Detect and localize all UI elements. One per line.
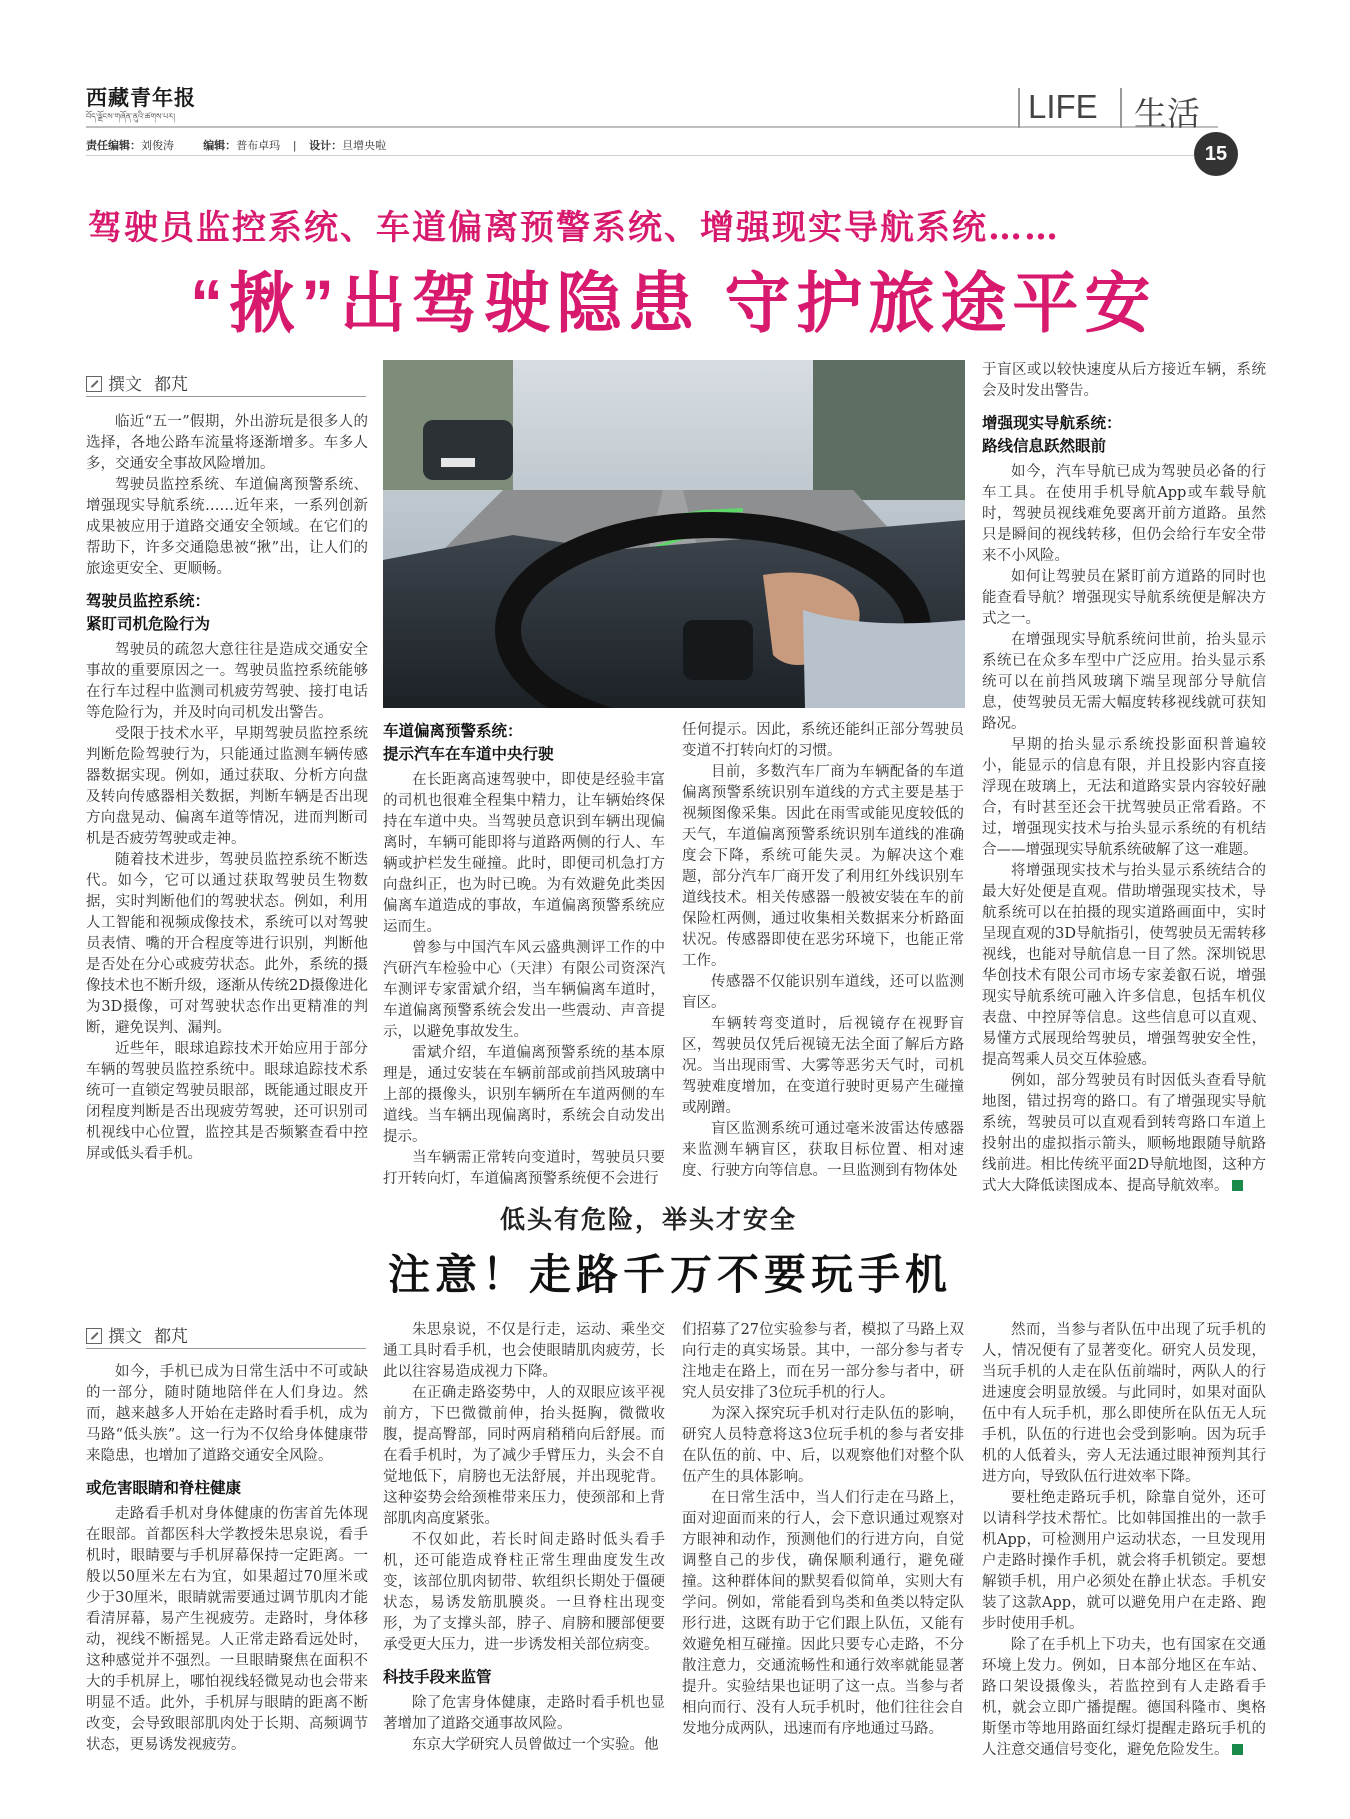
credit-label: 编辑： bbox=[203, 140, 237, 152]
section-label-zh: 生活 bbox=[1134, 94, 1200, 133]
article1-column-2 bbox=[383, 720, 665, 1190]
paragraph: 于盲区或以较快速度从后方接近车辆，系统会及时发出警告。 bbox=[982, 362, 1266, 399]
paragraph: 车辆转弯变道时，后视镜存在视野盲区，驾驶员仅凭后视镜无法全面了解后方路况。当出现雨雪、大雾等恶劣天气时，司机驾驶难度增加，在变道行驶时更易产生碰撞或剐蹭。 bbox=[682, 1016, 964, 1116]
paragraph: 为深入探究玩手机对行走队伍的影响，研究人员特意将这3位玩手机的参与者安排在队伍的前、中、后，以观察他们对整个队伍产生的具体影响。 bbox=[682, 1406, 964, 1485]
article-end-icon bbox=[1232, 1744, 1243, 1755]
article1-byline bbox=[86, 370, 188, 395]
paragraph: 然而，当参与者队伍中出现了玩手机的人，情况便有了显著变化。研究人员发现，当玩手机的人走在队伍前端时，两队人的行进速度会明显放缓。与此同时，如果对面队伍中有人玩手机，那么即使所在队伍无人玩手机，队伍的行进也会受到影响。因为玩手机的人低着头，旁人无法通过眼神预判其行进方向，导致队伍行进效率下降。 bbox=[982, 1322, 1266, 1485]
paragraph: 随着技术进步，驾驶员监控系统不断迭代。如今，它可以通过获取驾驶员生物数据，实时判断他们的驾驶状态。例如，利用人工智能和视频成像技术，系统可以对驾驶员表情、嘴的开合程度等进行识别，判断他是否处在分心或疲劳状态。此外，系统的摄像技术也不断升级，逐渐从传统2D摄像进化为3D摄像，可对驾驶状态作出更精准的判断，避免误判、漏判。 bbox=[86, 852, 368, 1036]
paragraph: 要杜绝走路玩手机，除靠自觉外，还可以请科学技术帮忙。比如韩国推出的一款手机App，可检测用户运动状态，一旦发现用户走路时操作手机，就会将手机锁定。要想解锁手机，用户必须处在静止状态。手机安装了这款App，就可以避免用户在走路、跑步时使用手机。 bbox=[982, 1490, 1266, 1632]
byline-divider bbox=[86, 396, 366, 397]
masthead-title: 西藏青年报 bbox=[86, 85, 196, 110]
paragraph: 除了在手机上下功夫，也有国家在交通环境上发力。例如，日本部分地区在车站、路口架设摄像头，若监控到有人走路看手机，就会立即广播提醒。德国科隆市、奥格斯堡市等地用路面红绿灯提醒走路玩手机的人注意交通信号变化，避免危险发生。 bbox=[982, 1637, 1266, 1758]
paragraph: 除了危害身体健康，走路时看手机也显著增加了道路交通事故风险。 bbox=[383, 1695, 665, 1732]
paragraph: 近些年，眼球追踪技术开始应用于部分车辆的驾驶员监控系统中。眼球追踪技术系统可一直锁定驾驶员眼部，既能通过眼皮开闭程度判断是否出现疲劳驾驶，还可识别司机视线中心位置，监控其是否频繁查看中控屏或低头看手机。 bbox=[86, 1041, 368, 1162]
header-divider bbox=[86, 126, 1218, 128]
paragraph: 在增强现实导航系统问世前，抬头显示系统已在众多车型中广泛应用。抬头显示系统可以在前挡风玻璃下端呈现部分导航信息，使驾驶员无需大幅度转移视线就可获知路况。 bbox=[982, 632, 1266, 732]
article-end-icon bbox=[1232, 1180, 1243, 1191]
masthead-subtitle: བོད་ལྗོངས་གཞོན་ནུའི་ཚགས་པར། bbox=[86, 112, 175, 121]
paragraph: 驾驶员的疏忽大意往往是造成交通安全事故的重要原因之一。驾驶员监控系统能够在行车过程中监测司机疲劳驾驶、接打电话等危险行为，并及时向司机发出警告。 bbox=[86, 642, 368, 721]
article1-column-1 bbox=[86, 412, 368, 1165]
byline-label: 撰文 bbox=[108, 1327, 142, 1347]
paragraph: 们招募了27位实验参与者，模拟了马路上双向行走的真实场景。其中，一部分参与者专注地走在路上，而在另一部分参与者中，研究人员安排了3位玩手机的行人。 bbox=[682, 1322, 964, 1401]
byline-author: 都芃 bbox=[154, 375, 188, 395]
subheading: 科技手段来监管 bbox=[383, 1668, 492, 1686]
subheading: 增强现实导航系统： 路线信息跃然眼前 bbox=[982, 414, 1122, 455]
paragraph: 朱思泉说，不仅是行走，运动、乘坐交通工具时看手机，也会使眼睛肌肉疲劳，长此以往容易造成视力下降。 bbox=[383, 1322, 665, 1380]
paragraph: 在正确走路姿势中，人的双眼应该平视前方，下巴微微前伸，抬头挺胸，微微收腹，提高臀部，同时两肩稍稍向后舒展。而在看手机时，为了减少手臂压力，头会不自觉地低下，肩膀也无法舒展，并出现驼背。这种姿势会给颈椎带来压力，使颈部和上背部肌肉高度紧张。 bbox=[383, 1385, 665, 1527]
paragraph: 任何提示。因此，系统还能纠正部分驾驶员变道不打转向灯的习惯。 bbox=[682, 722, 964, 759]
byline-divider bbox=[86, 1348, 366, 1349]
paragraph: 临近“五一”假期，外出游玩是很多人的选择，各地公路车流量将逐渐增多。车多人多，交通安全事故风险增加。 bbox=[86, 414, 368, 472]
credit-value: 刘俊涛 bbox=[141, 140, 174, 152]
subheading: 驾驶员监控系统： 紧盯司机危险行为 bbox=[86, 592, 211, 633]
article2-column-3 bbox=[682, 1320, 964, 1740]
article2-byline bbox=[86, 1322, 188, 1347]
credit-label: 责任编辑： bbox=[86, 140, 141, 152]
paragraph: 曾参与中国汽车风云盛典测评工作的中汽研汽车检验中心（天津）有限公司资深汽车测评专家雷斌介绍，当车辆偏离车道时，车道偏离预警系统会发出一些震动、声音提示，以避免事故发生。 bbox=[383, 940, 665, 1040]
paragraph: 如今，手机已成为日常生活中不可或缺的一部分，随时随地陪伴在人们身边。然而，越来越多人开始在走路时看手机，成为马路“低头族”。这一行为不仅给身体健康带来隐患，也增加了道路交通安全风险。 bbox=[86, 1364, 368, 1464]
article1-column-3 bbox=[682, 720, 964, 1182]
section-separator bbox=[1018, 88, 1020, 128]
paragraph: 目前，多数汽车厂商为车辆配备的车道偏离预警系统识别车道线的方式主要是基于视频图像采集。因此在雨雪或能见度较低的天气，车道偏离预警系统识别车道线的准确度会下降，系统可能失灵。为解决这个难题，部分汽车厂商开发了利用红外线识别车道线技术。相关传感器一般被安装在车的前保险杠两侧，通过收集相关数据来分析路面状况。传感器即使在恶劣环境下，也能正常工作。 bbox=[682, 764, 964, 969]
subheading: 车道偏离预警系统： 提示汽车在车道中央行驶 bbox=[383, 722, 554, 763]
paragraph: 驾驶员监控系统、车道偏离预警系统、增强现实导航系统……近年来，一系列创新成果被应用于道路交通安全领域。在它们的帮助下，许多交通隐患被“揪”出，让人们的旅途更安全、更顺畅。 bbox=[86, 477, 368, 577]
paragraph: 如何让驾驶员在紧盯前方道路的同时也能查看导航？增强现实导航系统便是解决方式之一。 bbox=[982, 569, 1266, 627]
section-separator bbox=[1120, 88, 1122, 128]
paragraph: 例如，部分驾驶员有时因低头查看导航地图，错过拐弯的路口。有了增强现实导航系统，驾驶员可以直观看到转弯路口车道上投射出的虚拟指示箭头，顺畅地跟随导航路线前进。相比传统平面2D导航地图，这种方式大大降低读图成本、提高导航效率。 bbox=[982, 1073, 1266, 1194]
byline-label: 撰文 bbox=[108, 375, 142, 395]
paragraph: 盲区监测系统可通过毫米波雷达传感器来监测车辆盲区，获取目标位置、相对速度、行驶方向等信息。一旦监测到有物体处 bbox=[682, 1121, 964, 1179]
article1-headline: “揪”出驾驶隐患 守护旅途平安 bbox=[190, 266, 1157, 340]
dashboard-photo bbox=[383, 360, 965, 708]
paragraph: 在日常生活中，当人们行走在马路上，面对迎面而来的行人，会下意识通过观察对方眼神和动作，预测他们的行进方向，自觉调整自己的步伐，确保顺利通行，避免碰撞。这种群体间的默契看似简单，实则大有学问。例如，常能看到鸟类和鱼类以特定队形行进，这既有助于它们跟上队伍，又能有效避免相互碰撞。因此只要专心走路，不分散注意力，交通流畅性和通行效率就能显著提升。实验结果也证明了这一点。当参与者相向而行、没有人玩手机时，他们往往会自发地分成两队，迅速而有序地通过马路。 bbox=[682, 1490, 964, 1737]
editor-credits: 责任编辑：刘俊涛 编辑：普布卓玛 | 设计：旦增央啦 bbox=[86, 140, 387, 152]
paragraph: 受限于技术水平，早期驾驶员监控系统判断危险驾驶行为，只能通过监测车辆传感器数据实现。例如，通过获取、分析方向盘及转向传感器相关数据，判断车辆是否出现方向盘晃动、偏离车道等情况，进而判断司机是否疲劳驾驶或走神。 bbox=[86, 726, 368, 847]
paragraph: 如今，汽车导航已成为驾驶员必备的行车工具。在使用手机导航App或车载导航时，驾驶员视线难免要离开前方道路。虽然只是瞬间的视线转移，但仍会给行车安全带来不小风险。 bbox=[982, 464, 1266, 564]
article2-headline: 注意！走路千万不要玩手机 bbox=[388, 1251, 953, 1298]
paragraph: 早期的抬头显示系统投影面积普遍较小，能显示的信息有限，并且投影内容直接浮现在玻璃上，无法和道路实景内容较好融合，有时甚至还会干扰驾驶员正常看路。不过，增强现实技术与抬头显示系统的有机结合——增强现实导航系统破解了这一难题。 bbox=[982, 737, 1266, 858]
subheading: 或危害眼睛和脊柱健康 bbox=[86, 1479, 242, 1497]
paragraph: 在长距离高速驾驶中，即使是经验丰富的司机也很难全程集中精力，让车辆始终保持在车道中央。当驾驶员意识到车辆出现偏离时，车辆可能即将与道路两侧的行人、车辆或护栏发生碰撞。此时，即便司机急打方向盘纠正，也为时已晚。为有效避免此类因偏离车道造成的事故，车道偏离预警系统应运而生。 bbox=[383, 772, 665, 935]
pen-icon bbox=[86, 1328, 102, 1344]
paragraph: 雷斌介绍，车道偏离预警系统的基本原理是，通过安装在车辆前部或前挡风玻璃中上部的摄像头，识别车辆所在车道两侧的车道线。当车辆出现偏离时，系统会自动发出提示。 bbox=[383, 1045, 665, 1145]
paragraph: 传感器不仅能识别车道线，还可以监测盲区。 bbox=[682, 974, 964, 1011]
paragraph: 不仅如此，若长时间走路时低头看手机，还可能造成脊柱正常生理曲度发生改变，该部位肌肉韧带、软组织长期处于僵硬状态，易诱发筋肌膜炎。一旦脊柱出现变形，为了支撑头部，脖子、肩膀和腰部便要承受更大压力，进一步诱发相关部位病变。 bbox=[383, 1532, 665, 1653]
article2-column-2 bbox=[383, 1320, 665, 1756]
article2-column-4 bbox=[982, 1320, 1266, 1761]
credits-divider bbox=[86, 155, 1194, 156]
paragraph: 将增强现实技术与抬头显示系统结合的最大好处便是直观。借助增强现实技术，导航系统可以在拍摄的现实道路画面中，实时呈现直观的3D导航指引，使驾驶员无需转移视线，也能对导航信息一目了然。深圳锐思华创技术有限公司市场专家姜叡石说，增强现实导航系统可融入许多信息，包括车机仪表盘、中控屏等信息。这些信息可以直观、易懂方式展现给驾驶员，增强驾驶安全性，提高驾乘人员交互体验感。 bbox=[982, 863, 1266, 1068]
article1-kicker: 驾驶员监控系统、车道偏离预警系统、增强现实导航系统…… bbox=[88, 208, 1060, 248]
article2-column-1 bbox=[86, 1362, 368, 1756]
car-dashboard-illustration bbox=[383, 360, 965, 708]
credit-value: 普布卓玛 bbox=[236, 140, 281, 152]
paragraph: 走路看手机对身体健康的伤害首先体现在眼部。首都医科大学教授朱思泉说，看手机时，眼睛要与手机屏幕保持一定距离。一般以50厘米左右为宜，如果超过70厘米或少于30厘米，眼睛就需要通过调节肌肉才能看清屏幕，易产生视疲劳。走路时，身体移动，视线不断摇晃。人正常走路看远处时，这种感觉并不强烈。一旦眼睛聚焦在面积不大的手机屏上，哪怕视线轻微晃动也会带来明显不适。此外，手机屏与眼睛的距离不断改变，会导致眼部肌肉处于长期、高频调节状态，更易诱发视疲劳。 bbox=[86, 1506, 368, 1753]
paragraph: 东京大学研究人员曾做过一个实验。他 bbox=[412, 1737, 659, 1753]
article2-kicker: 低头有危险，举头才安全 bbox=[500, 1205, 798, 1234]
credit-value: 旦增央啦 bbox=[342, 140, 387, 152]
section-label-en: LIFE bbox=[1028, 88, 1098, 125]
byline-author: 都芃 bbox=[154, 1327, 188, 1347]
pen-icon bbox=[86, 376, 102, 392]
credit-label: 设计： bbox=[309, 140, 343, 152]
page-number-badge: 15 bbox=[1194, 132, 1238, 176]
article1-column-4 bbox=[982, 360, 1266, 1197]
paragraph: 当车辆需正常转向变道时，驾驶员只要打开转向灯，车道偏离预警系统便不会进行 bbox=[383, 1150, 665, 1187]
